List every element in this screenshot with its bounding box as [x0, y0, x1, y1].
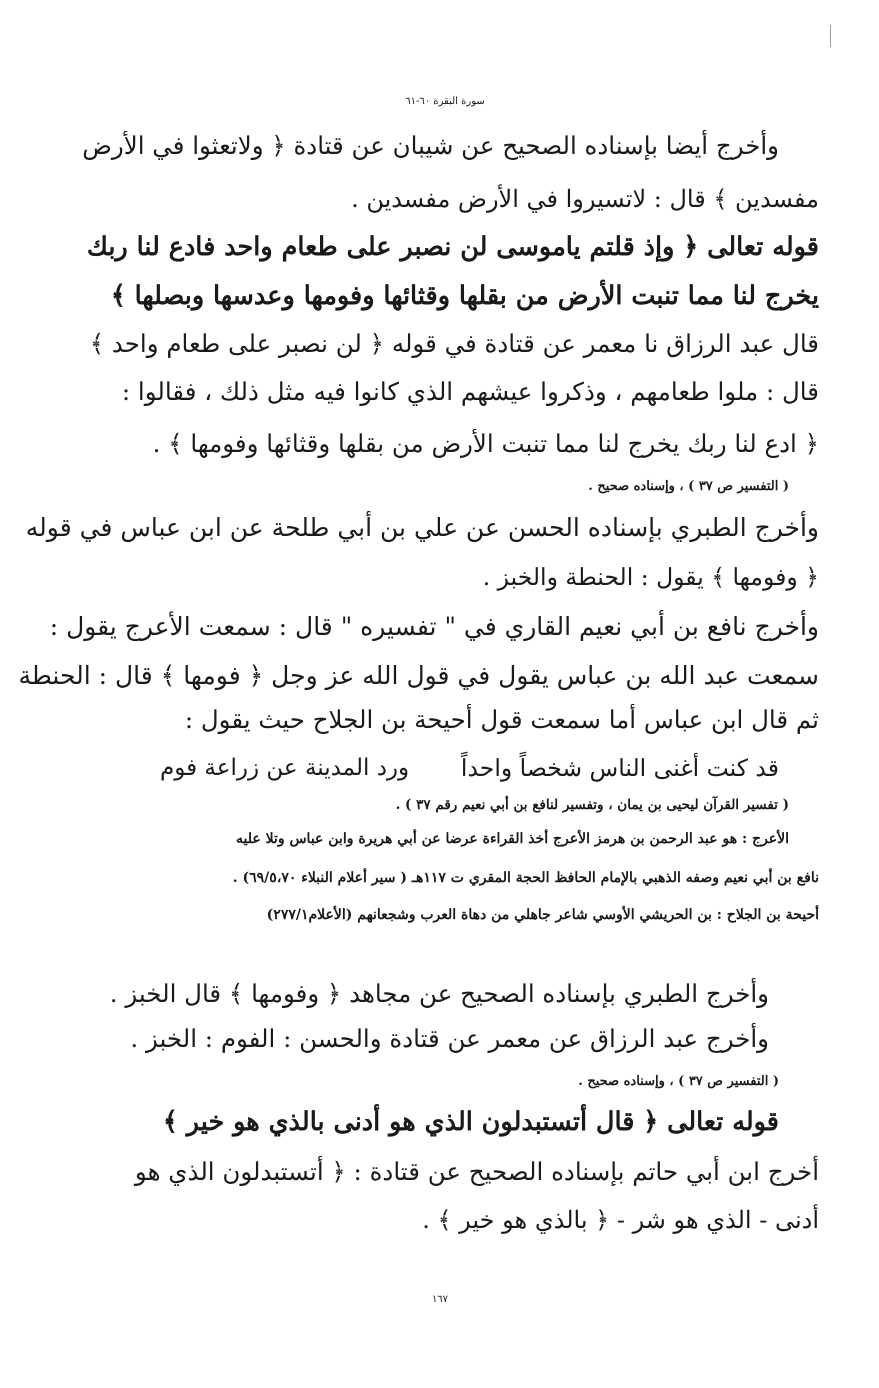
verse-heading-2: يخرج لنا مما تنبت الأرض من بقلها وقثائها وفومها وعدسها وبصلها ﴾: [110, 281, 819, 311]
text-line-14: وأخرج الطبري بإسناده الصحيح عن مجاهد ﴿ وفومها ﴾ قال الخبز .: [109, 979, 769, 1008]
text-line-5: قال عبد الرزاق نا معمر عن قتادة في قوله ﴿ لن نصبر على طعام واحد ﴾: [89, 329, 819, 358]
text-line-9: وأخرج الطبري بإسناده الحسن عن علي بن أبي طلحة عن ابن عباس في قوله: [25, 513, 819, 542]
text-line-12: سمعت عبد الله بن عباس يقول في قول الله عز وجل ﴿ فومها ﴾ قال : الحنطة: [18, 661, 819, 690]
text-line-19: أدنى - الذي هو شر - ﴿ بالذي هو خير ﴾ .: [422, 1206, 819, 1234]
margin-mark: [830, 25, 831, 47]
text-line-11: وأخرج نافع بن أبي نعيم القاري في " تفسيره " قال : سمعت الأعرج يقول :: [49, 612, 819, 641]
text-line-2: مفسدين ﴾ قال : لاتسيروا في الأرض مفسدين .: [351, 185, 819, 213]
text-line-6: قال : ملوا طعامهم ، وذكروا عيشهم الذي كانوا فيه مثل ذلك ، فقالوا :: [121, 377, 819, 406]
text-line-10: ﴿ وفومها ﴾ يقول : الحنطة والخبز .: [482, 563, 819, 591]
footnote-4: أحيحة بن الجلاح : بن الحريشي الأوسي شاعر جاهلي من دهاة العرب وشجعانهم (الأعلام٢٧٧/١): [266, 907, 819, 923]
reference-note-1: ( التفسير ص ٣٧ ) ، وإسناده صحيح .: [588, 479, 789, 494]
footnote-3: نافع بن أبي نعيم وصفه الذهبي بالإمام الحافظ الحجة المقري ت ١١٧هـ ( سير أعلام النبلاء ٦٩/٥،٧٠) .: [232, 870, 819, 886]
verse-heading-1: قوله تعالى ﴿ وإذ قلتم ياموسى لن نصبر على طعام واحد فادع لنا ربك: [86, 232, 819, 262]
footnote-1: ( تفسير القرآن ليحيى بن يمان ، وتفسير لنافع بن أبي نعيم رقم ٣٧ ) .: [395, 797, 789, 813]
poem-hemistich-left: ورد المدينة عن زراعة فوم: [160, 755, 410, 781]
text-line-1: وأخرج أيضا بإسناده الصحيح عن شيبان عن قتادة ﴿ ولاتعثوا في الأرض: [82, 131, 779, 160]
text-line-18: أخرج ابن أبي حاتم بإسناده الصحيح عن قتادة : ﴿ أتستبدلون الذي هو: [134, 1157, 819, 1186]
page-number: ١٦٧: [431, 1294, 449, 1305]
footnote-2: الأعرج : هو عبد الرحمن بن هرمز الأعرج أخذ القراءة عرضا عن أبي هريرة وابن عباس وتلا عليه: [235, 831, 789, 847]
poem-hemistich-right: قد كنت أغنى الناس شخصاً واحداً: [460, 754, 779, 782]
verse-heading-3: قوله تعالى ﴿ قال أتستبدلون الذي هو أدنى بالذي هو خير ﴾: [162, 1107, 779, 1137]
text-line-7: ﴿ ادع لنا ربك يخرج لنا مما تنبت الأرض من بقلها وقثائها وفومها ﴾ .: [152, 429, 819, 458]
text-line-13: ثم قال ابن عباس أما سمعت قول أحيحة بن الجلاح حيث يقول :: [184, 705, 819, 734]
text-line-15: وأخرج عبد الرزاق عن معمر عن قتادة والحسن : الفوم : الخبز .: [130, 1024, 769, 1053]
page-header: سورة البقرة ٦٠-٦١: [405, 96, 485, 107]
reference-note-2: ( التفسير ص ٣٧ ) ، وإسناده صحيح .: [578, 1074, 779, 1089]
